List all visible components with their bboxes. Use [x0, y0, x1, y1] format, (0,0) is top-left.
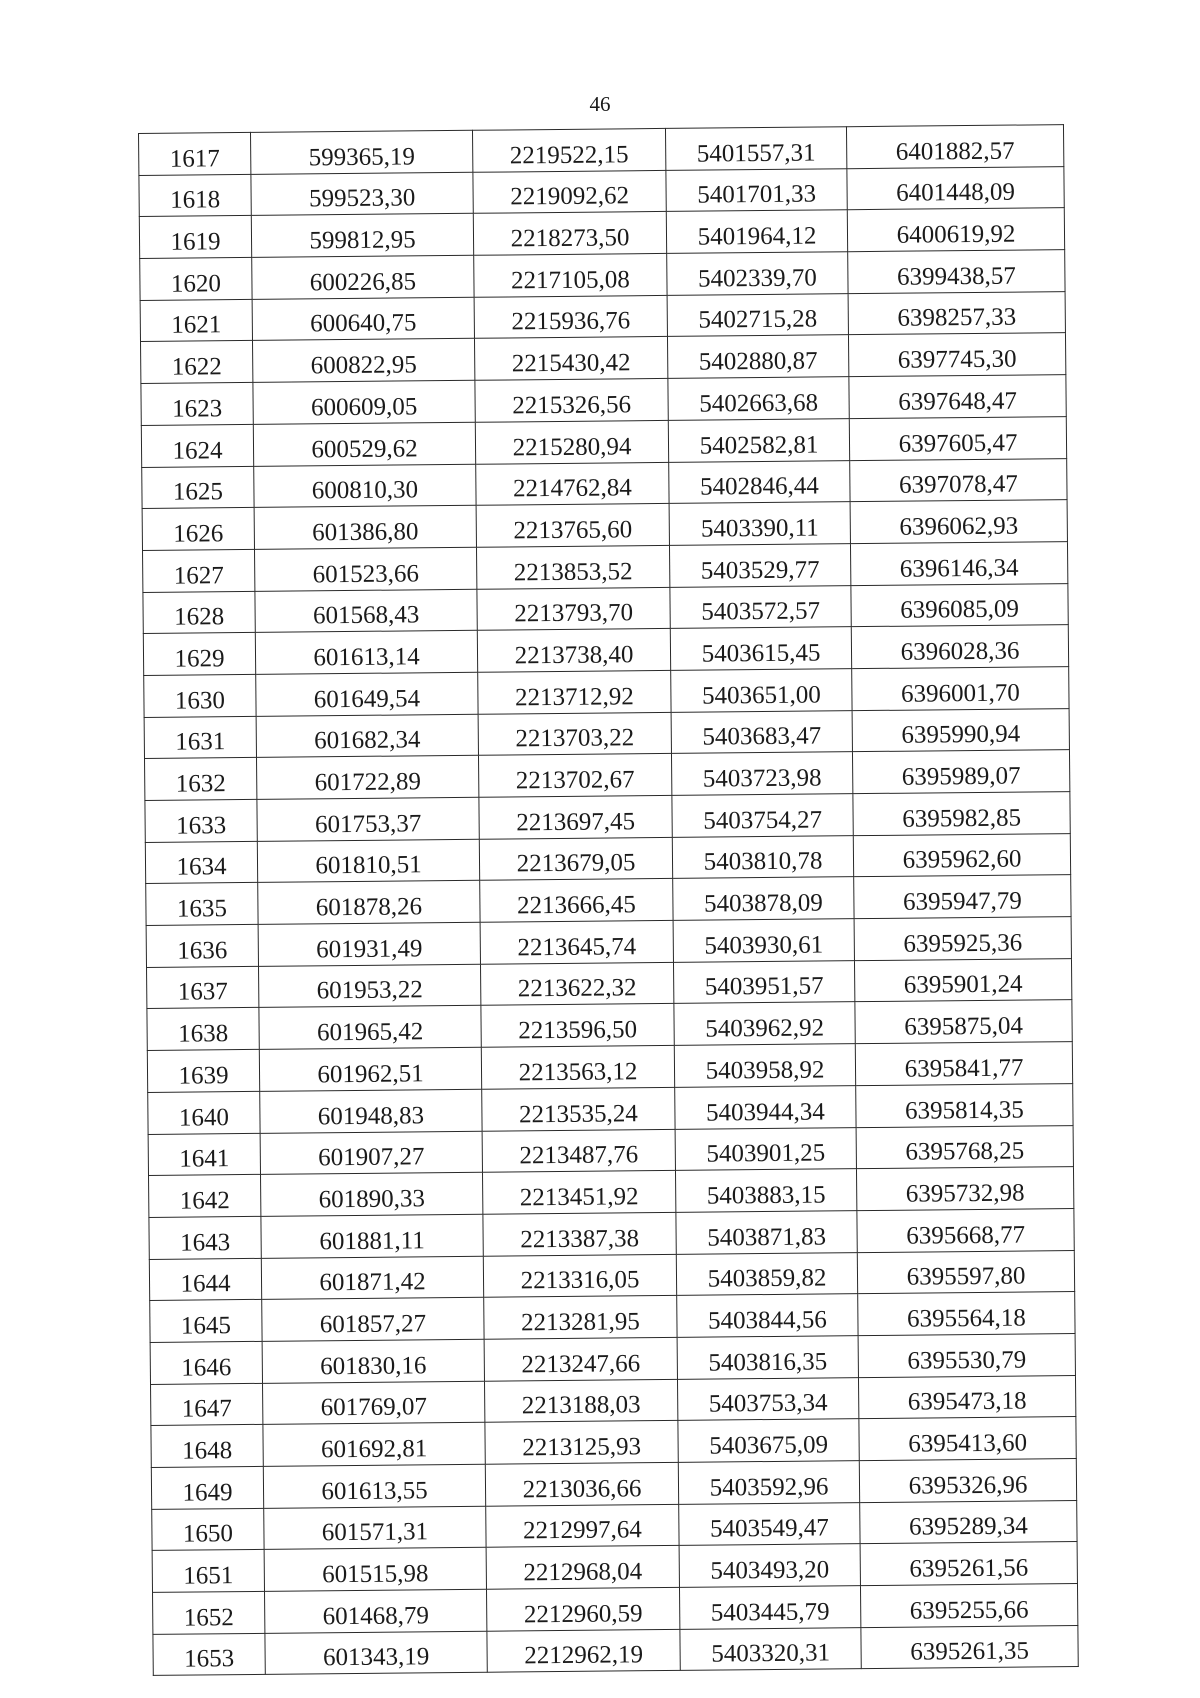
point-number-cell: 1618: [139, 174, 251, 217]
coord-d-cell: 6397648,47: [849, 375, 1066, 419]
point-number-cell: 1644: [149, 1258, 261, 1301]
coord-b-cell: 2215430,42: [474, 337, 667, 381]
coord-c-cell: 5403930,61: [673, 919, 854, 962]
coord-a-cell: 599523,30: [251, 172, 473, 216]
coord-c-cell: 5402880,87: [667, 335, 848, 378]
coord-c-cell: 5403901,25: [675, 1127, 856, 1170]
coord-a-cell: 601649,54: [256, 672, 478, 716]
coord-d-cell: 6395989,07: [852, 750, 1069, 794]
coord-a-cell: 601890,33: [261, 1172, 483, 1216]
coord-a-cell: 601613,55: [263, 1464, 485, 1508]
coord-a-cell: 601948,83: [260, 1089, 482, 1133]
point-number-cell: 1629: [143, 633, 255, 676]
coord-b-cell: 2215326,56: [475, 379, 668, 423]
point-number-cell: 1646: [150, 1341, 262, 1384]
coord-c-cell: 5403683,47: [671, 710, 852, 753]
coord-a-cell: 601523,66: [255, 547, 477, 591]
point-number-cell: 1642: [149, 1175, 261, 1218]
coord-b-cell: 2212960,59: [486, 1587, 679, 1631]
coord-d-cell: 6396028,36: [851, 625, 1068, 669]
coord-c-cell: 5403651,00: [671, 669, 852, 712]
coord-d-cell: 6395473,18: [858, 1375, 1075, 1419]
point-number-cell: 1627: [143, 549, 255, 592]
coord-d-cell: 6395289,34: [860, 1500, 1077, 1544]
coord-a-cell: 601810,51: [257, 839, 479, 883]
coord-d-cell: 6395990,94: [852, 708, 1069, 752]
point-number-cell: 1641: [148, 1133, 260, 1176]
coord-d-cell: 6395925,36: [854, 917, 1071, 961]
point-number-cell: 1624: [141, 424, 253, 467]
coord-c-cell: 5403549,47: [679, 1502, 860, 1545]
coord-d-cell: 6395982,85: [853, 792, 1070, 836]
point-number-cell: 1647: [151, 1383, 263, 1426]
coord-b-cell: 2213316,05: [483, 1254, 676, 1298]
coord-a-cell: 600529,62: [253, 422, 475, 466]
point-number-cell: 1620: [140, 257, 252, 300]
coord-b-cell: 2215280,94: [475, 420, 668, 464]
coord-d-cell: 6397078,47: [850, 458, 1067, 502]
coord-b-cell: 2213125,93: [485, 1421, 678, 1465]
coord-a-cell: 601830,16: [262, 1339, 484, 1383]
coord-b-cell: 2213281,95: [484, 1296, 677, 1340]
coord-a-cell: 601965,42: [259, 1006, 481, 1050]
coord-d-cell: 6401882,57: [846, 125, 1063, 169]
coord-d-cell: 6399438,57: [848, 250, 1065, 294]
coord-c-cell: 5403675,09: [678, 1419, 859, 1462]
table-row: [153, 1625, 1078, 1676]
coord-c-cell: 5403493,20: [679, 1544, 860, 1587]
coord-b-cell: 2213738,40: [477, 629, 670, 673]
coord-c-cell: 5403816,35: [677, 1336, 858, 1379]
coord-b-cell: 2213487,76: [482, 1129, 675, 1173]
coord-b-cell: 2219092,62: [473, 170, 666, 214]
point-number-cell: 1635: [146, 883, 258, 926]
coordinates-table: [138, 124, 1079, 1676]
coord-b-cell: 2213188,03: [484, 1379, 677, 1423]
coord-d-cell: 6395255,66: [860, 1584, 1077, 1628]
coord-c-cell: 5403859,82: [676, 1252, 857, 1295]
coord-c-cell: 5403615,45: [670, 627, 851, 670]
point-number-cell: 1652: [153, 1591, 265, 1634]
coord-a-cell: 600640,75: [252, 297, 474, 341]
coord-a-cell: 601931,49: [258, 922, 480, 966]
coordinates-table-body: [139, 125, 1079, 1676]
coord-c-cell: 5401557,31: [665, 127, 846, 170]
coord-d-cell: 6396001,70: [852, 667, 1069, 711]
coord-b-cell: 2213666,45: [480, 879, 673, 923]
coord-c-cell: 5402663,68: [668, 377, 849, 420]
coord-a-cell: 601871,42: [261, 1256, 483, 1300]
coord-b-cell: 2213387,38: [483, 1212, 676, 1256]
coord-d-cell: 6395261,35: [861, 1625, 1078, 1669]
point-number-cell: 1649: [151, 1466, 263, 1509]
coord-b-cell: 2213765,60: [476, 504, 669, 548]
point-number-cell: 1622: [141, 341, 253, 384]
coord-c-cell: 5403962,92: [674, 1002, 855, 1045]
coord-c-cell: 5402582,81: [668, 418, 849, 461]
point-number-cell: 1633: [145, 799, 257, 842]
coord-a-cell: 600226,85: [252, 255, 474, 299]
coord-d-cell: 6395597,80: [857, 1250, 1074, 1294]
point-number-cell: 1650: [152, 1508, 264, 1551]
point-number-cell: 1648: [151, 1425, 263, 1468]
coord-b-cell: 2214762,84: [476, 462, 669, 506]
coord-a-cell: 601857,27: [262, 1297, 484, 1341]
coord-c-cell: 5403883,15: [675, 1169, 856, 1212]
coord-a-cell: 601962,51: [259, 1047, 481, 1091]
coord-b-cell: 2219522,15: [472, 128, 665, 172]
coord-a-cell: 601386,80: [254, 505, 476, 549]
coord-b-cell: 2213451,92: [482, 1171, 675, 1215]
point-number-cell: 1623: [141, 383, 253, 426]
coord-d-cell: 6395768,25: [856, 1125, 1073, 1169]
page-number: 46: [589, 92, 611, 116]
coord-c-cell: 5403592,96: [678, 1461, 859, 1504]
coord-a-cell: 601682,34: [256, 714, 478, 758]
coord-d-cell: 6395732,98: [856, 1167, 1073, 1211]
point-number-cell: 1631: [144, 716, 256, 759]
coord-b-cell: 2212968,04: [486, 1546, 679, 1590]
point-number-cell: 1634: [145, 841, 257, 884]
coord-d-cell: 6395326,96: [859, 1459, 1076, 1503]
point-number-cell: 1632: [145, 758, 257, 801]
coord-d-cell: 6395564,18: [858, 1292, 1075, 1336]
coord-b-cell: 2213535,24: [482, 1087, 675, 1131]
coord-d-cell: 6395261,56: [860, 1542, 1077, 1586]
coord-c-cell: 5403723,98: [671, 752, 852, 795]
coord-c-cell: 5403529,77: [669, 544, 850, 587]
coord-b-cell: 2213793,70: [477, 587, 670, 631]
coord-d-cell: 6395875,04: [855, 1000, 1072, 1044]
coord-a-cell: 599812,95: [251, 214, 473, 258]
point-number-cell: 1640: [148, 1091, 260, 1134]
coord-a-cell: 601515,98: [264, 1548, 486, 1592]
coord-a-cell: 601907,27: [260, 1131, 482, 1175]
coord-b-cell: 2213596,50: [481, 1004, 674, 1048]
coord-c-cell: 5401701,33: [666, 168, 847, 211]
coord-c-cell: 5403878,09: [673, 877, 854, 920]
coord-b-cell: 2213703,22: [478, 712, 671, 756]
coord-b-cell: 2213702,67: [478, 754, 671, 798]
coord-d-cell: 6396146,34: [850, 541, 1067, 585]
coord-c-cell: 5403958,92: [674, 1044, 855, 1087]
coord-b-cell: 2212962,19: [487, 1629, 680, 1673]
coord-d-cell: 6397605,47: [849, 416, 1066, 460]
coord-c-cell: 5403810,78: [672, 835, 853, 878]
point-number-cell: 1636: [146, 924, 258, 967]
point-number-cell: 1637: [147, 966, 259, 1009]
coord-a-cell: 601468,79: [265, 1589, 487, 1633]
coord-a-cell: 601571,31: [264, 1506, 486, 1550]
point-number-cell: 1645: [150, 1300, 262, 1343]
coord-b-cell: 2213563,12: [481, 1046, 674, 1090]
coord-c-cell: 5402715,28: [667, 293, 848, 336]
coord-a-cell: 601722,89: [257, 756, 479, 800]
coord-a-cell: 601878,26: [258, 881, 480, 925]
coord-a-cell: 600822,95: [253, 339, 475, 383]
coord-c-cell: 5403445,79: [679, 1586, 860, 1629]
coord-d-cell: 6395947,79: [854, 875, 1071, 919]
coord-b-cell: 2213645,74: [480, 920, 673, 964]
coord-a-cell: 601753,37: [257, 797, 479, 841]
coord-b-cell: 2215936,76: [474, 295, 667, 339]
coord-a-cell: 601881,11: [261, 1214, 483, 1258]
point-number-cell: 1628: [143, 591, 255, 634]
coord-d-cell: 6395901,24: [854, 958, 1071, 1002]
coord-c-cell: 5403390,11: [669, 502, 850, 545]
coord-b-cell: 2213697,45: [479, 795, 672, 839]
coord-c-cell: 5402339,70: [667, 252, 848, 295]
coord-b-cell: 2218273,50: [473, 212, 666, 256]
point-number-cell: 1630: [144, 674, 256, 717]
point-number-cell: 1626: [142, 508, 254, 551]
coord-c-cell: 5402846,44: [669, 460, 850, 503]
coordinates-table-container: [138, 124, 1078, 1676]
point-number-cell: 1639: [147, 1050, 259, 1093]
point-number-cell: 1651: [152, 1550, 264, 1593]
coord-c-cell: 5401964,12: [666, 210, 847, 253]
coord-b-cell: 2213853,52: [476, 545, 669, 589]
coord-a-cell: 601953,22: [259, 964, 481, 1008]
point-number-cell: 1638: [147, 1008, 259, 1051]
point-number-cell: 1643: [149, 1216, 261, 1259]
coord-d-cell: 6400619,92: [847, 208, 1064, 252]
coord-d-cell: 6398257,33: [848, 291, 1065, 335]
coord-b-cell: 2213036,66: [485, 1462, 678, 1506]
coord-b-cell: 2213679,05: [479, 837, 672, 881]
point-number-cell: 1653: [153, 1633, 265, 1676]
coord-b-cell: 2212997,64: [486, 1504, 679, 1548]
coord-b-cell: 2213712,92: [478, 670, 671, 714]
coord-a-cell: 601769,07: [263, 1381, 485, 1425]
coord-c-cell: 5403572,57: [670, 585, 851, 628]
coord-d-cell: 6395841,77: [855, 1042, 1072, 1086]
coord-b-cell: 2213247,66: [484, 1337, 677, 1381]
coord-a-cell: 601692,81: [263, 1423, 485, 1467]
coord-d-cell: 6395962,60: [853, 833, 1070, 877]
coord-c-cell: 5403844,56: [677, 1294, 858, 1337]
point-number-cell: 1625: [142, 466, 254, 509]
coord-a-cell: 601343,19: [265, 1631, 487, 1675]
coord-c-cell: 5403944,34: [675, 1085, 856, 1128]
coord-d-cell: 6395668,77: [857, 1208, 1074, 1252]
coord-a-cell: 599365,19: [250, 130, 472, 174]
coord-c-cell: 5403754,27: [672, 794, 853, 837]
coord-d-cell: 6396062,93: [850, 500, 1067, 544]
point-number-cell: 1621: [140, 299, 252, 342]
coord-d-cell: 6397745,30: [848, 333, 1065, 377]
coord-a-cell: 601613,14: [255, 631, 477, 675]
coord-a-cell: 600609,05: [253, 380, 475, 424]
coord-d-cell: 6396085,09: [851, 583, 1068, 627]
coord-c-cell: 5403320,31: [680, 1627, 861, 1670]
coord-b-cell: 2217105,08: [474, 253, 667, 297]
coord-c-cell: 5403871,83: [676, 1211, 857, 1254]
coord-a-cell: 601568,43: [255, 589, 477, 633]
coord-d-cell: 6395814,35: [856, 1083, 1073, 1127]
point-number-cell: 1619: [139, 216, 251, 259]
point-number-cell: 1617: [139, 132, 251, 175]
coord-d-cell: 6395530,79: [858, 1333, 1075, 1377]
coord-d-cell: 6401448,09: [847, 166, 1064, 210]
coord-d-cell: 6395413,60: [859, 1417, 1076, 1461]
coord-c-cell: 5403753,34: [677, 1377, 858, 1420]
coord-c-cell: 5403951,57: [673, 960, 854, 1003]
coord-b-cell: 2213622,32: [480, 962, 673, 1006]
coord-a-cell: 600810,30: [254, 464, 476, 508]
